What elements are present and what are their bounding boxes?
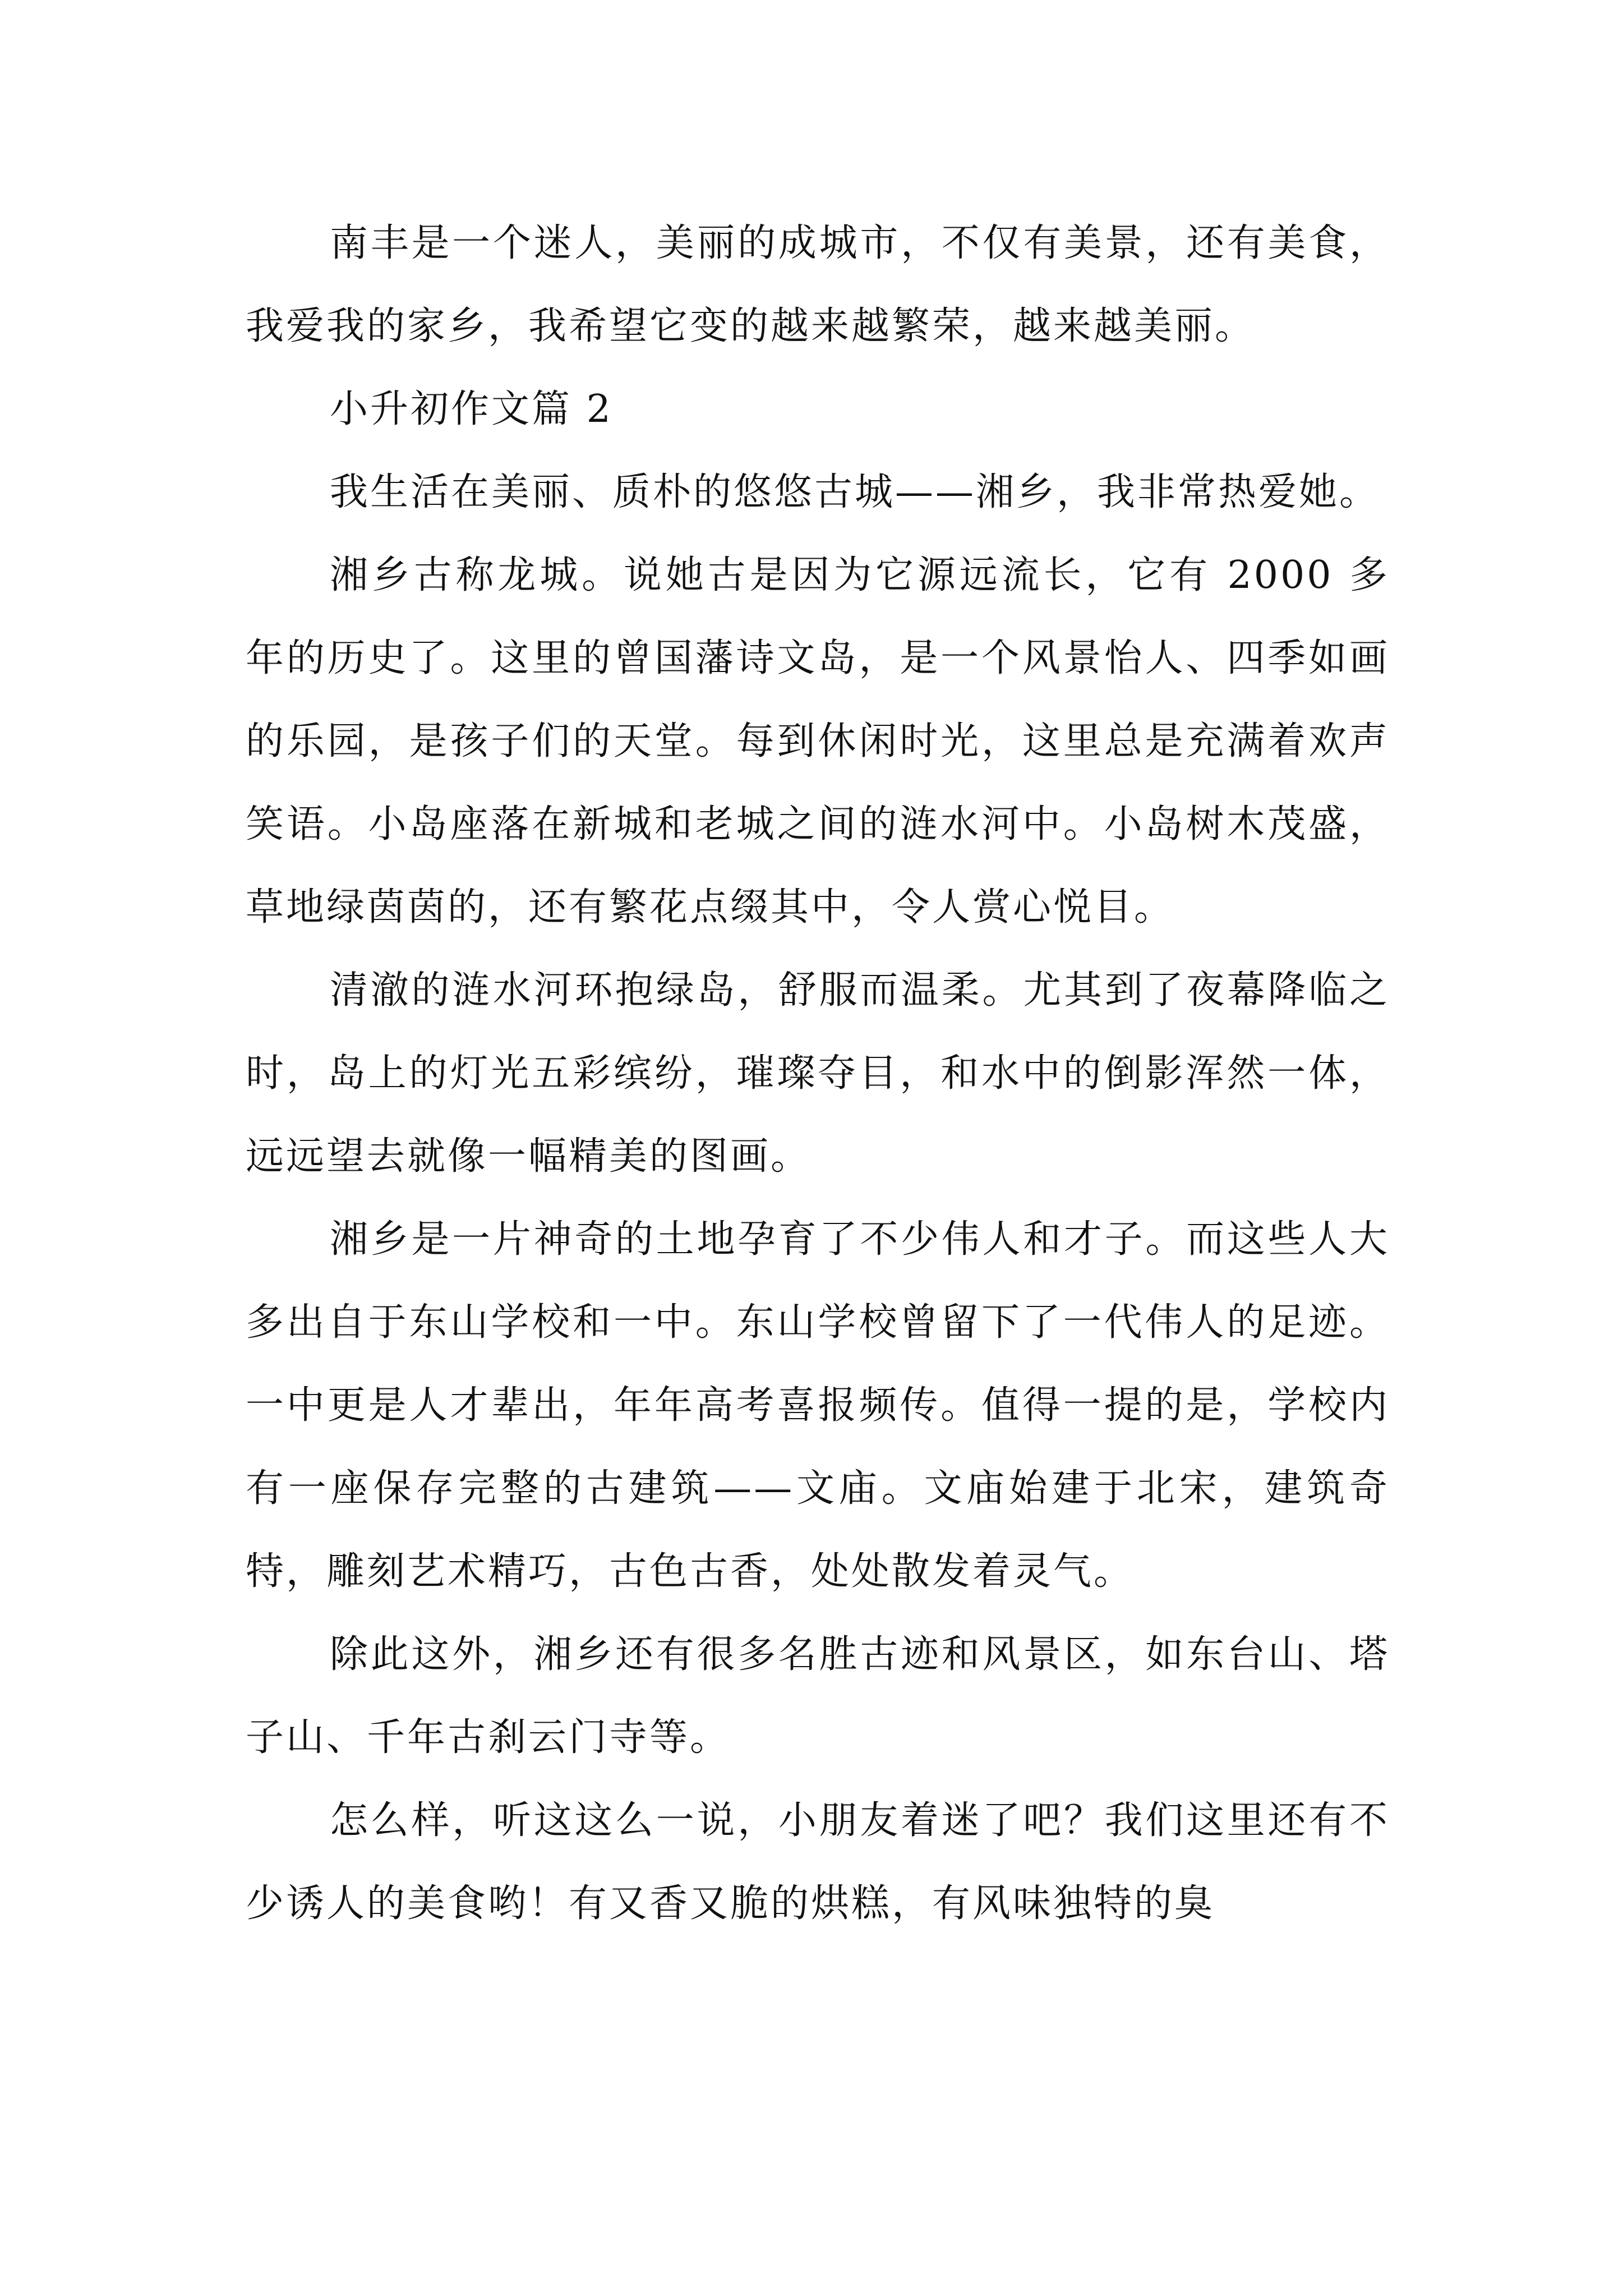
paragraph-food: 怎么样，听这这么一说，小朋友着迷了吧？我们这里还有不少诱人的美食哟！有又香又脆的烘糕，有风味独特的臭 [246,1798,1390,1926]
paragraph-river: 清澈的涟水河环抱绿岛，舒服而温柔。尤其到了夜幕降临之时，岛上的灯光五彩缤纷，璀璨夺目，和水中的倒影浑然一体，远远望去就像一幅精美的图画。 [246,968,1390,1179]
paragraph-hometown-conclusion: 南丰是一个迷人，美丽的成城市，不仅有美景，还有美食，我爱我的家乡，我希望它变的越来越繁荣，越来越美丽。 [246,221,1390,348]
paragraph-scenic-spots: 除此这外，湘乡还有很多名胜古迹和风景区，如东台山、塔子山、千年古刹云门寺等。 [246,1632,1390,1760]
essay-heading: 小升初作文篇 2 [330,387,613,431]
document-body [246,202,1390,1945]
paragraph-intro: 我生活在美丽、质朴的悠悠古城——湘乡，我非常热爱她。 [330,470,1380,514]
paragraph-history: 湘乡古称龙城。说她古是因为它源远流长，它有 2000 多年的历史了。这里的曾国藩诗文岛，是一个风景怡人、四季如画的乐园，是孩子们的天堂。每到休闲时光，这里总是充满着欢声笑语。小岛座落在新城和老城之间的涟水河中。小岛树木茂盛，草地绿茵茵的，还有繁花点缀其中，令人赏心悦目。 [246,553,1390,930]
paragraph-schools: 湘乡是一片神奇的土地孕育了不少伟人和才子。而这些人大多出自于东山学校和一中。东山学校曾留下了一代伟人的足迹。一中更是人才辈出，年年高考喜报频传。值得一提的是，学校内有一座保存完整的古建筑——文庙。文庙始建于北宋，建筑奇特，雕刻艺术精巧，古色古香，处处散发着灵气。 [246,1217,1390,1594]
